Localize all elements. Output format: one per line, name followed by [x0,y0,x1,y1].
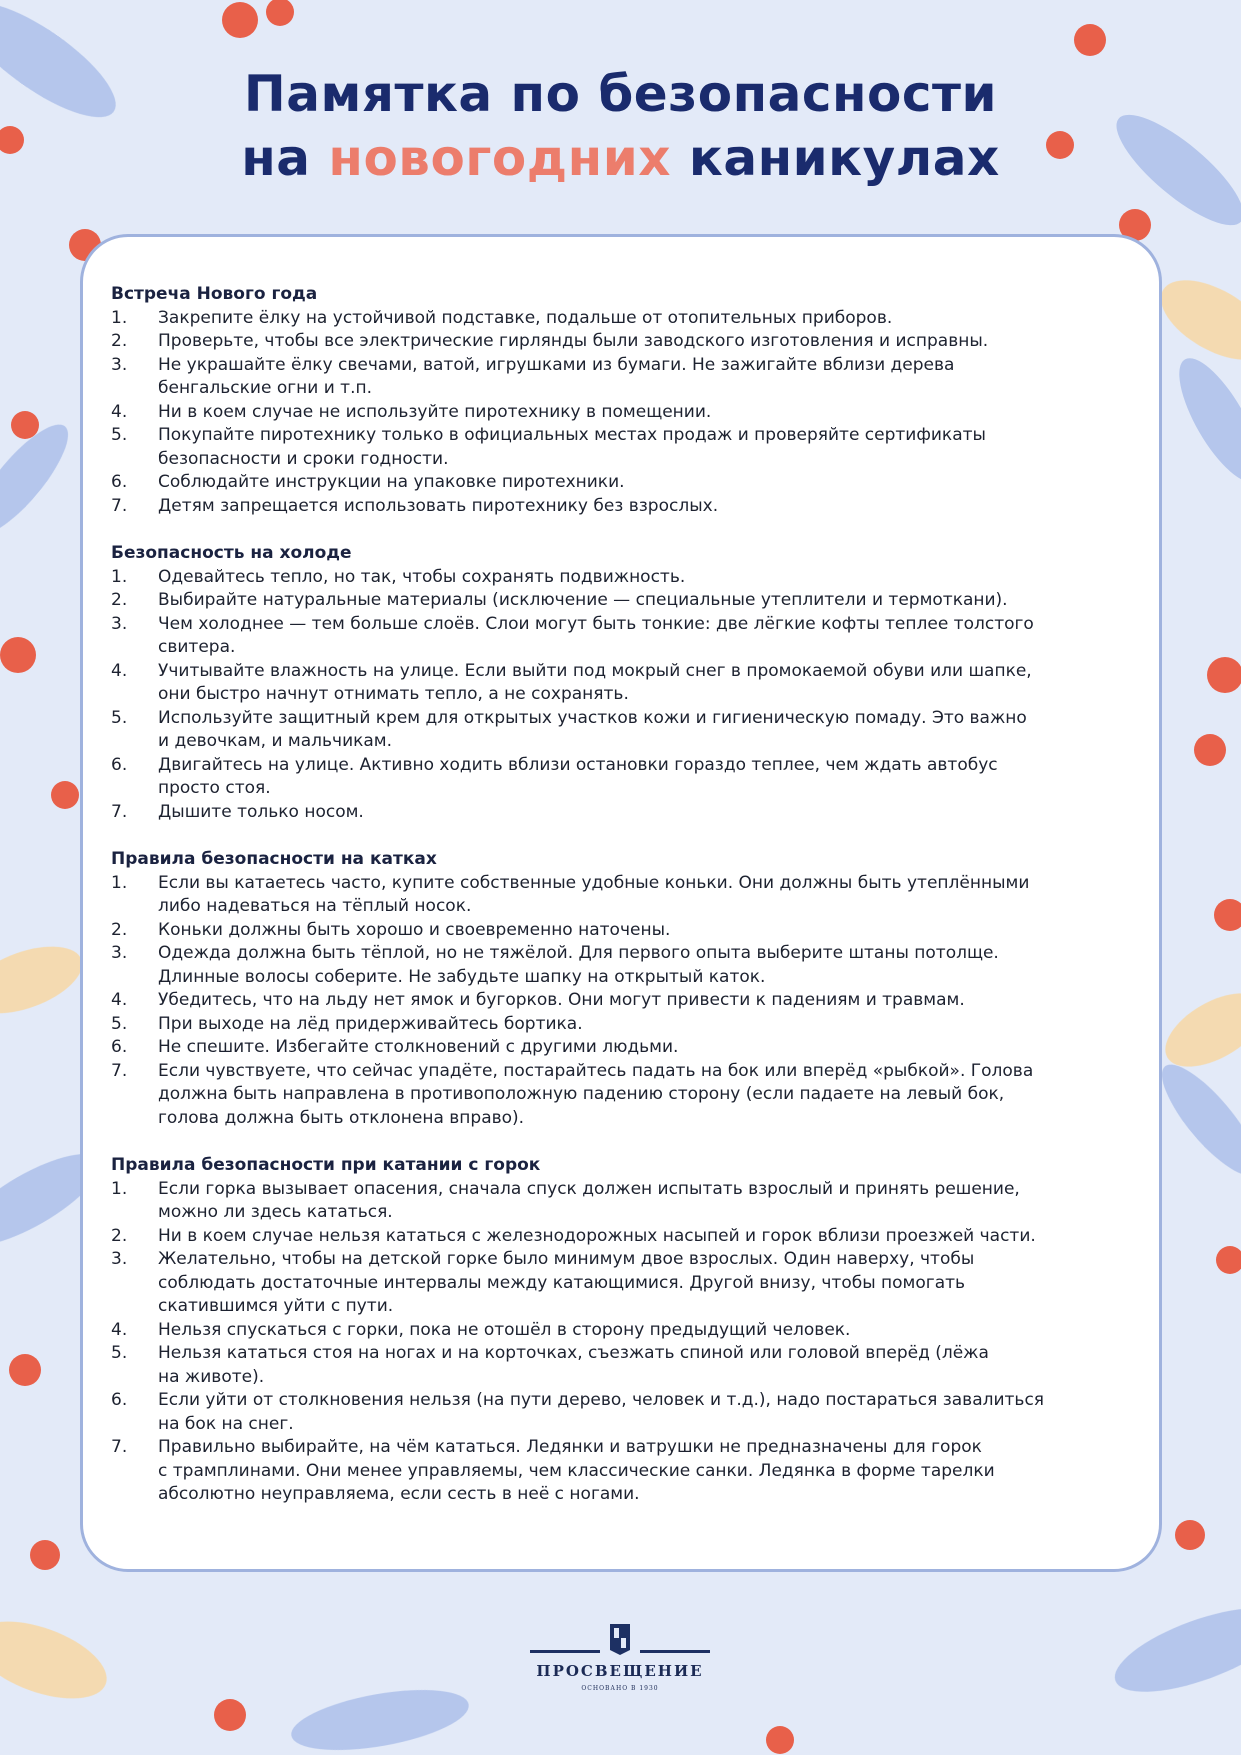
item-text: Убедитесь, что на льду нет ямок и бугорков. Они могут привести к падениям и травмам. [158,990,965,1010]
sections-container [111,283,1139,1531]
item-text: Соблюдайте инструкции на упаковке пиротехники. [158,472,625,492]
list-item [111,1436,1139,1507]
title-accent-word: новогодних [328,129,671,187]
logo-tagline: ОСНОВАНО В 1930 [581,1685,659,1692]
page-title [0,62,1241,190]
item-number: 1. [111,566,128,587]
item-text: Одежда должна быть тёплой, но не тяжёлой. Для первого опыта выберите штаны потолще. Длинные волосы соберите. Не забудьте шапку на открытый каток. [158,943,999,987]
list-item [111,330,1139,354]
list-item [111,354,1139,401]
section [111,848,1139,1130]
item-text: Правильно выбирайте, на чём кататься. Ледянки и ватрушки не предназначены для горок с трамплинами. Они менее управляемы, чем классические санки. Ледянка в форме тарелки абсолютно неуправляема, если сесть в неё с ногами. [158,1437,995,1504]
list-item [111,307,1139,331]
item-number: 2. [111,590,128,610]
item-number: 5. [111,425,128,445]
item-text: Нельзя спускаться с горки, пока не отошёл в сторону предыдущий человек. [158,1319,851,1340]
list-item [111,613,1139,660]
list-item [111,1178,1139,1225]
title-line-1: Памятка по безопасности [243,65,998,123]
item-number: 5. [111,1343,128,1363]
item-number: 6. [111,1390,128,1410]
logo-divider [530,1650,600,1653]
list-item [111,424,1139,471]
item-number: 2. [111,919,128,940]
logo-divider [640,1650,710,1653]
list-item [111,660,1139,707]
list-item [111,495,1139,519]
item-text: При выходе на лёд придерживайтесь бортика. [158,1013,583,1034]
content-card [80,234,1162,1572]
section-heading: Встреча Нового года [111,284,318,304]
item-text: Детям запрещается использовать пиротехнику без взрослых. [158,495,719,516]
list-item [111,589,1139,613]
item-text: Учитывайте влажность на улице. Если выйти под мокрый снег в промокаемой обуви или шапке, они быстро начнут отнимать тепло, а не сохранять. [158,660,1032,704]
logo-name: ПРОСВЕЩЕНИЕ [536,1662,704,1680]
item-number: 3. [111,943,128,963]
item-text: Чем холоднее — тем больше слоёв. Слои могут быть тонкие: две лёгкие кофты теплее толстого свитера. [158,613,1034,657]
item-text: Желательно, чтобы на детской горке было минимум двое взрослых. Один наверху, чтобы соблюдать достаточные интервалы между катающимися. Другой внизу, чтобы помогать скатившимся уйти с пути. [158,1249,975,1316]
item-number: 4. [111,990,128,1010]
item-text: Дышите только носом. [158,801,364,822]
item-text: Если чувствуете, что сейчас упадёте, постарайтесь падать на бок или вперёд «рыбкой». Голова должна быть направлена в противоположную падению сторону (если падаете на левый бок, голова должна быть отклонена вправо). [158,1060,1034,1128]
prosveshchenie-logo [520,1622,720,1702]
list-item [111,1319,1139,1343]
list-item [111,1013,1139,1037]
section [111,283,1139,518]
item-text: Коньки должны быть хорошо и своевременно наточены. [158,919,671,940]
section [111,1154,1139,1507]
list-item [111,1342,1139,1389]
list-item [111,401,1139,425]
list-item [111,1060,1139,1131]
list-item [111,707,1139,754]
item-number: 1. [111,872,128,893]
item-text: Ни в коем случае нельзя кататься с железнодорожных насыпей и горок вблизи проезжей части. [158,1225,1036,1246]
item-number: 7. [111,801,128,822]
item-text: Покупайте пиротехнику только в официальных местах продаж и проверяйте сертификаты безопасности и сроки годности. [158,425,986,469]
item-number: 5. [111,707,128,728]
item-number: 2. [111,1225,128,1246]
item-number: 7. [111,1437,128,1457]
item-number: 3. [111,613,128,634]
item-text: Выбирайте натуральные материалы (исключение — специальные утеплители и термоткани). [158,590,1008,610]
item-text: Если уйти от столкновения нельзя (на пути дерево, человек и т.д.), надо постараться завалиться на бок на снег. [158,1390,1045,1434]
list-item [111,989,1139,1013]
item-number: 1. [111,307,128,328]
item-number: 1. [111,1178,128,1199]
item-text: Не спешите. Избегайте столкновений с другими людьми. [158,1037,679,1057]
item-text: Используйте защитный крем для открытых участков кожи и гигиеническую помаду. Это важно и девочкам, и мальчикам. [158,707,1027,751]
item-number: 7. [111,1060,128,1081]
title-text: на [241,129,329,187]
item-text: Если горка вызывает опасения, сначала спуск должен испытать взрослый и принять решение, можно ли здесь кататься. [158,1178,1020,1222]
list-item [111,872,1139,919]
item-number: 5. [111,1013,128,1034]
item-number: 3. [111,1249,128,1269]
item-number: 2. [111,331,128,351]
item-text: Закрепите ёлку на устойчивой подставке, подальше от отопительных приборов. [158,307,893,328]
item-number: 3. [111,354,128,375]
section-heading: Правила безопасности на катках [111,849,437,869]
list-item [111,1036,1139,1060]
item-text: Если вы катаетесь часто, купите собственные удобные коньки. Они должны быть утеплёнными либо надеваться на тёплый носок. [158,872,1030,916]
list-item [111,1248,1139,1319]
item-number: 4. [111,401,128,422]
list-item [111,566,1139,590]
item-number: 7. [111,495,128,516]
list-item [111,1389,1139,1436]
item-text: Одевайтесь тепло, но так, чтобы сохранять подвижность. [158,566,686,587]
list-item [111,801,1139,825]
item-number: 6. [111,754,128,775]
item-number: 6. [111,472,128,492]
item-text: Двигайтесь на улице. Активно ходить вблизи остановки гораздо теплее, чем ждать автобус просто стоя. [158,754,998,798]
item-text: Ни в коем случае не используйте пиротехнику в помещении. [158,401,712,422]
title-line-2 [0,126,1241,190]
list-item [111,942,1139,989]
list-item [111,471,1139,495]
item-number: 4. [111,660,128,681]
item-number: 4. [111,1319,128,1340]
section-heading: Безопасность на холоде [111,543,352,563]
item-text: Проверьте, чтобы все электрические гирлянды были заводского изготовления и исправны. [158,331,989,351]
item-number: 6. [111,1037,128,1057]
item-text: Не украшайте ёлку свечами, ватой, игрушками из бумаги. Не зажигайте вблизи дерева бенгальские огни и т.п. [158,354,955,398]
title-text: каникулах [670,129,1000,187]
logo-shield-icon [608,1622,632,1656]
list-item [111,919,1139,943]
item-text: Нельзя кататься стоя на ногах и на корточках, съезжать спиной или головой вперёд (лёжа на животе). [158,1343,989,1387]
list-item [111,754,1139,801]
list-item [111,1225,1139,1249]
section-heading: Правила безопасности при катании с горок [111,1155,541,1175]
section [111,542,1139,824]
